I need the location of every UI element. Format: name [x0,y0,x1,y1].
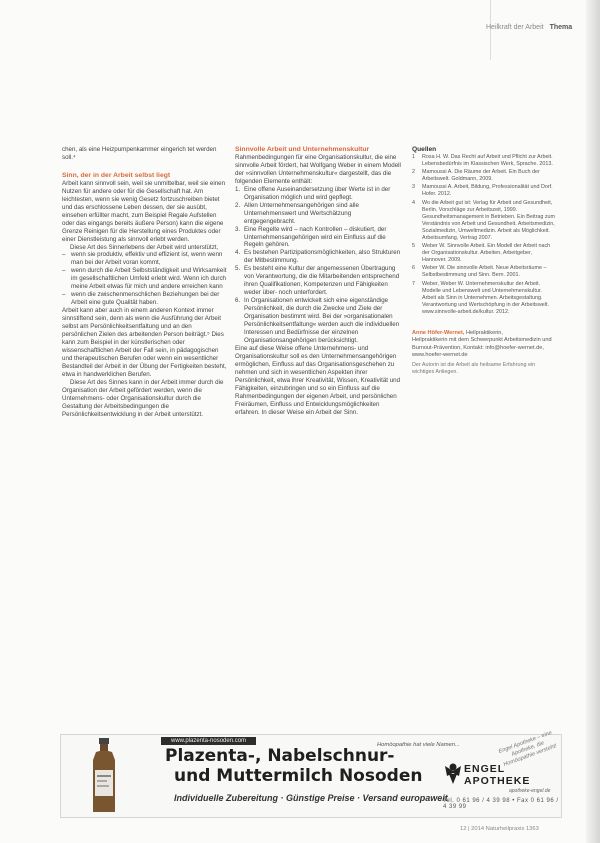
paragraph: Arbeit kann sinnvoll sein, weil sie unmittelbar, weil sie einen Nutzen für andere oder für die Gesellschaft hat. Am leichtesten, wenn sie wenig Gesetz fortzuschreiben bietet und das erschlossene Leben dessen, der sie ausübt, einsehen erfüllter macht, zum Beispiel Regale Aufstellen oder das eingangs bereits äußere Person) kann die eigene Grenze Reinigen für die Herstellung eines Produktes oder einer Dienstleistung als sinnvoll erlebt werden. [62,179,226,243]
paragraph: Eine auf diese Weise offene Unternehmens- und Organisationskultur soll es den Unternehmensangehörigen ermöglichen, Einfluss auf das Organisationsgeschehen zu nehmen und sich in wesentlichen Aspekten ihrer Persönlichkeit, etwa ihrer Kreativität, Wissen, Kreativität und Fähigkeiten, einzubringen und so ein Einfluss auf die Rahmenbedingungen der eigenen Arbeit, und persönlichen Freiräumen, Einfluss und Entwicklungsmöglichkeiten erfahren. In dieser Weise ein Arbeit der Sinn. [235,344,401,416]
paragraph: Rahmenbedingungen für eine Organisationskultur, die eine sinnvolle Arbeit fördert, hat Wolfgang Weber in einem Modell der »sinnvollen Unternehmenskultur« dargestellt, das die folgenden Elemente enthält: [235,154,401,185]
running-header [486,24,572,31]
list-item: 6 Weber W. Die sinnvolle Arbeit. Neue Arbeitsräume – Selbstbestimmung und Sinn. Bern. 2001. [412,265,547,279]
list-item: – wenn sie produktiv, effektiv und effizient ist, wenn wenn man bei der Arbeit voran kommt, [62,251,227,267]
list-item: 4. Es bestehen Partizipationsmöglichkeiten, also Strukturen der Mitbestimmung. [235,249,401,265]
list-item: 1 Rosa H. W. Das Recht auf Arbeit und Pflicht zur Arbeit. Lebensbedürfnis im Klassischen Werk, Sprache. 2013. [412,153,553,168]
author-role: Heilpraktikerin, [465,330,503,337]
list-item: 1. Eine offene Auseinandersetzung über Werte ist in der Organisation möglich und wird gepflegt. [235,185,391,201]
intro-paragraph: chen, als eine Heizpumpenkammer eingerich tet werden soll.⁴ [62,146,217,161]
column-2 [235,146,402,416]
author-box [412,330,557,376]
author-details: Heilpraktikerin mit dem Schwerpunkt Arbeitsmedizin und Burnout-Prävention, Kontakt: info@hoefer-wernet.de, www.hoefer-wernet.de [412,337,552,358]
angel-logo-icon [443,762,463,786]
list-item: 7 Weber, Weber W. Unternehmenskultur der Arbeit. Modelle und Lebenswelt und Unternehmenskultur. Arbeit als Sinn in Unternehmen. Arbeitsgestaltung. Verantwortung und Wertschöpfung in der Arbeitswelt. www.sinnvolle-arbeit.de/kultur. 2012. [412,280,549,315]
header-label: Thema [549,24,573,31]
page-footer: 12 | 2014 Naturheilpraxis 1363 [460,826,539,832]
list-item: 5 Weber W. Sinnvolle Arbeit. Ein Modell der Arbeit nach der Organisationskultur. Arbeiten, Arbeitgeber, Hannover. 2009. [412,243,551,264]
ad-hint: Homöopathie hat viele Namen... [377,742,460,748]
ad-url[interactable]: www.plazenta-nosoden.com [161,737,256,745]
list-item: – wenn die zwischenmenschlichen Beziehungen bei der Arbeit eine gute Qualität haben. [62,291,227,307]
ad-tagline: Individuelle Zubereitung · Günstige Preise · Versand europaweit [174,793,448,803]
brand-tag: apotheke-engel.de [509,788,551,794]
ad-headline-2: und Muttermilch Nosoden [174,766,423,786]
page-fold-shadow [586,0,600,843]
author-name: Anne Höfer-Wernet, [412,330,465,337]
author-note: Der Autorin ist die Arbeit als heilsame Erfahrung ein wichtiges Anliegen. [412,362,536,376]
sources-heading: Quellen [412,146,437,153]
list-item: 3. Eine Regelte wird – nach Kontrollen – diskutiert, der Unternehmensangehörigen wird ein Einfluss auf die Regeln gehören. [235,225,387,249]
bottle-icon [89,738,119,814]
header-section: Heilkraft der Arbeit [486,24,544,31]
ad-headline-1: Plazenta-, Nabelschnur- [165,746,395,766]
brand-subname: APOTHEKE [464,775,531,787]
bullet-list [62,251,227,307]
column-1 [62,146,227,419]
ad-contact: Tel. 0 61 96 / 4 39 98 • Fax 0 61 96 / 4 39 99 [443,798,559,810]
sources-list [412,154,557,316]
paragraph: Diese Art des Sinnerlebens der Arbeit wird unterstützt, [70,243,219,251]
list-item: 4 Wo die Arbeit gut ist: Verlag für Arbeit und Gesundheit, Berlin. Vorschläge zur Arbeitszeit, 1999. Gesundheitsmanagement in Betrieben. Ein Beitrag zum Verständnis von Arbeit und Gesundheit. Arbeitsmedizin, Sozialmedizin, Umweltmedizin. Arbeit als Möglichkeit. Arbeitsumfang, Vertrag 2007. [412,199,556,241]
section-heading: Sinnvolle Arbeit und Unternehmenskultur [235,146,370,153]
paragraph: Diese Art des Sinnes kann in der Arbeit immer durch die Organisation der Arbeit gefördert werden, wenn die Unternehmens- oder Organisationskultur durch die Gestaltung der Arbeitsbedingungen die Persönlichkeitsentwicklung in der Arbeit unterstützt. [62,378,224,418]
list-item: 2. Allen Unternehmensangehörigen sind alle Unternehmenswert und Wertschätzung entgegengebracht. [235,201,359,225]
ad-stamp: Engel Apotheke – eine Apotheke, die Homöopathie versteht! [498,730,558,769]
list-item: – wenn durch die Arbeit Selbstständigkeit und Wirksamkeit im gesellschaftlichen Umfeld erlebt wird. Wenn ich durch meine Arbeit etwas für mich und andere erreichen kann [62,267,227,291]
paragraph: Arbeit kann aber auch in einem anderen Kontext immer sinnstiftend sein, denn als wenn die Ausführung der Arbeit selbst am Persönlichkeitsentfaltung und an den persönlichen Zielen des arbeitenden Person beiträgt.⁵ Dies kann zum Beispiel in der künstlerischen oder wissenschaftlichen Arbeit der Fall sein, in pädagogischen und therapeutischen Berufen oder wenn ein wesentlicher Bestandteil der Arbeit in der Übung der Fertigkeiten besteht, etwa in handwerklichen Berufen. [62,307,227,378]
column-3 [412,146,557,376]
list-item: 6. In Organisationen entwickelt sich eine eigenständige Persönlichkeit, die durch die Zwecke und Ziele der Organisation bestimmt wird. Bei der »organisationalen Persönlichkeitsentfaltung« werden auch die individuellen Interessen und Bedürfnisse der einzelnen Organisationsangehörigen berücksichtigt. [235,297,400,344]
advertisement[interactable] [60,730,562,818]
list-item: 2 Mamoussi A. Die Räume der Arbeit. Ein Buch der Arbeitswelt. Goldmann, 2009. [412,169,540,183]
list-item: 5. Es besteht eine Kultur der angemessenen Übertragung von Verantwortung, die die Mitarbeitenden entsprechend ihren Qualifikationen, Kompetenzen und Fähigkeiten weder über- noch unterfordert. [235,265,400,297]
list-item: 3 Mamoussi A. Arbeit, Bildung, Professionalität und Dorf. Hofer. 2012. [412,184,553,198]
section-heading: Sinn, der in der Arbeit selbst liegt [62,171,171,179]
numbered-list [235,186,402,345]
brand-name: ENGEL [464,763,506,775]
